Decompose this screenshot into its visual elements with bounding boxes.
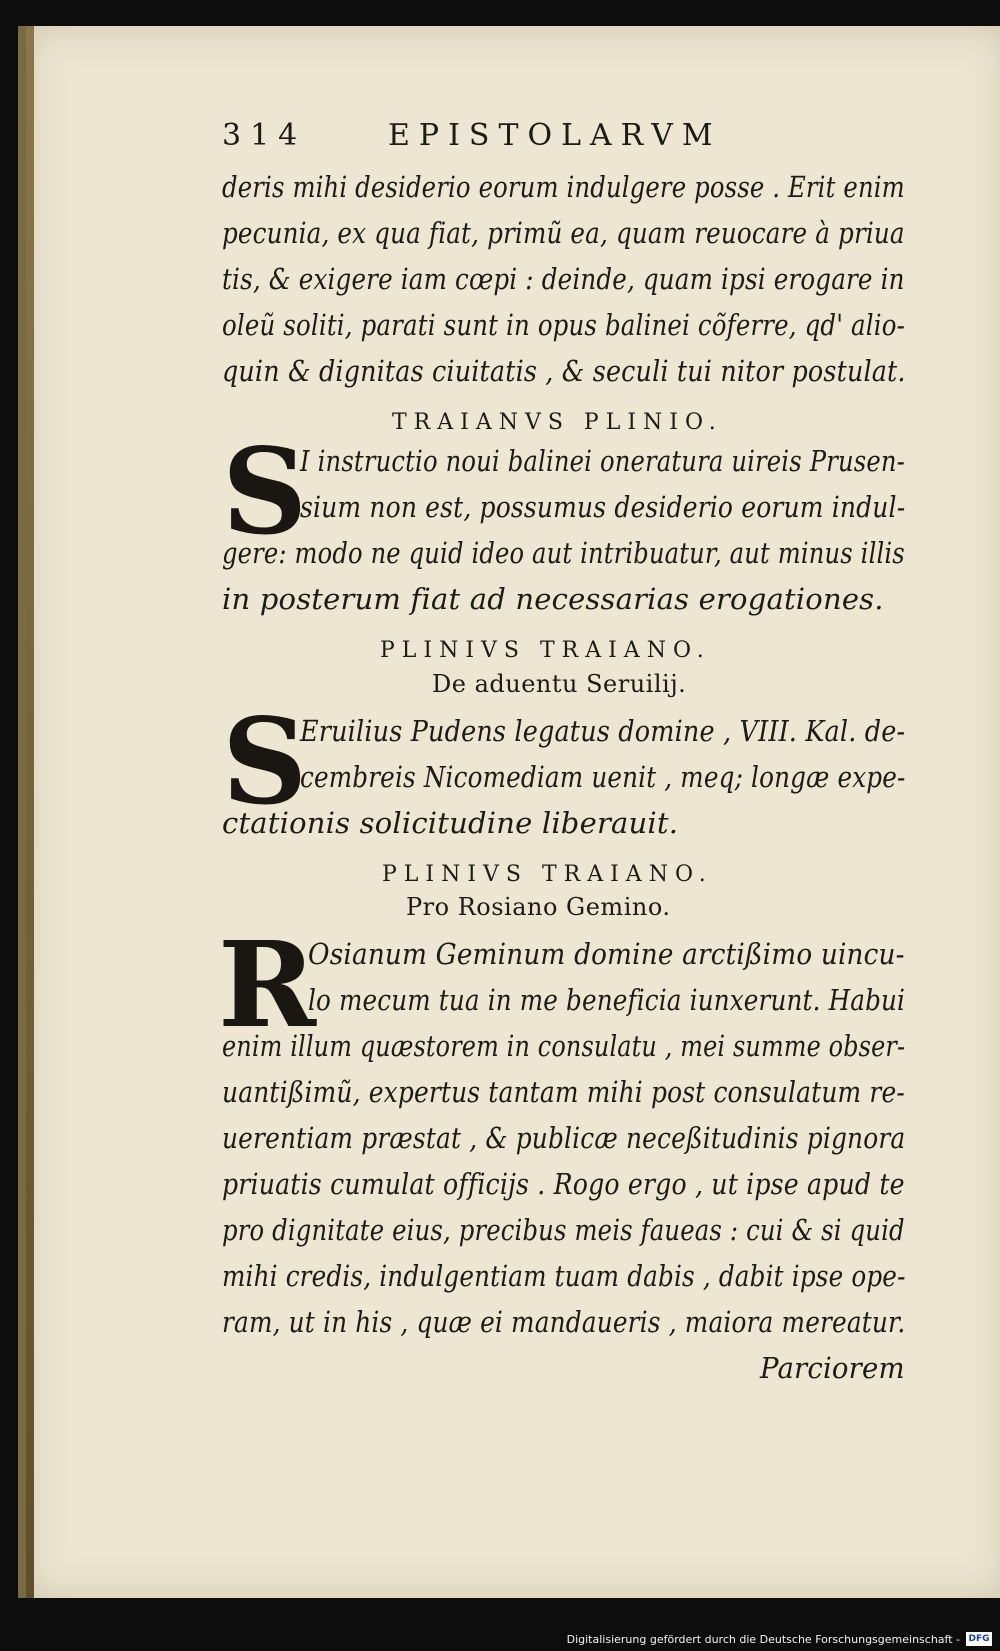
text-line: ctationis solicitudine liberauit. (222, 806, 679, 840)
text-line: quin & dignitas ciuitatis , & seculi tui nitor postulat. (222, 354, 906, 388)
footer-credit: Digitalisierung gefördert durch die Deutsche Forschungsgemeinschaft - (566, 1633, 960, 1646)
letter-subheading: Pro Rosiano Gemino. (406, 893, 671, 921)
text-line: mihi credis, indulgentiam tuam dabis , dabit ipse ope- (222, 1259, 906, 1293)
text-line: pro dignitate eius, precibus meis faueas : cui & si quid (222, 1213, 905, 1247)
text-line: gere: modo ne quid ideo aut intribuatur, aut minus illis (222, 536, 905, 570)
text-line: Eruilius Pudens legatus domine , VIII. Kal. de- (300, 714, 906, 748)
text-line: uantißimũ, expertus tantam mihi post consulatum re- (222, 1075, 905, 1109)
text-line: in posterum fiat ad necessarias erogationes. (222, 582, 884, 616)
text-line: enim illum quæstorem in consulatu , mei summe obser- (222, 1029, 906, 1063)
text-line: oleũ soliti, parati sunt in opus balinei cõferre, qd' alio- (222, 308, 905, 342)
text-line: I instructio noui balinei oneratura uireis Prusen- (300, 444, 905, 478)
text-line: cembreis Nicomediam uenit , meq; longæ expe- (300, 760, 906, 794)
text-line: lo mecum tua in me beneficia iunxerunt. Habui (308, 983, 906, 1017)
text-line: deris mihi desiderio eorum indulgere posse . Erit enim (222, 170, 905, 204)
text-line: tis, & exigere iam cœpi : deinde, quam ipsi erogare in (222, 262, 905, 296)
drop-capital: S (222, 692, 308, 831)
page-number: 314 (222, 118, 307, 153)
letter-subheading: De aduentu Seruilij. (432, 670, 687, 698)
text-line: pecunia, ex qua fiat, primũ ea, quam reuocare à priua (222, 216, 905, 250)
letter-heading: PLINIVS TRAIANO. (380, 638, 711, 663)
text-line: priuatis cumulat officijs . Rogo ergo , ut ipse apud te (222, 1167, 905, 1201)
text-line: sium non est, possumus desiderio eorum indul- (300, 490, 906, 524)
letter-heading: TRAIANVS PLINIO. (392, 410, 723, 435)
text-line: ram, ut in his , quæ ei mandaueris , maiora mereatur. (222, 1305, 906, 1339)
drop-capital: S (222, 422, 308, 561)
dfg-logo: DFG (966, 1632, 992, 1646)
text-line: Osianum Geminum domine arctißimo uincu- (308, 937, 905, 971)
text-line: uerentiam præstat , & publicæ neceßitudinis pignora (222, 1121, 906, 1155)
drop-capital: R (218, 915, 317, 1054)
letter-heading: PLINIVS TRAIANO. (382, 862, 713, 887)
catchword: Parciorem (760, 1351, 905, 1385)
running-title: EPISTOLARVM (388, 118, 722, 153)
